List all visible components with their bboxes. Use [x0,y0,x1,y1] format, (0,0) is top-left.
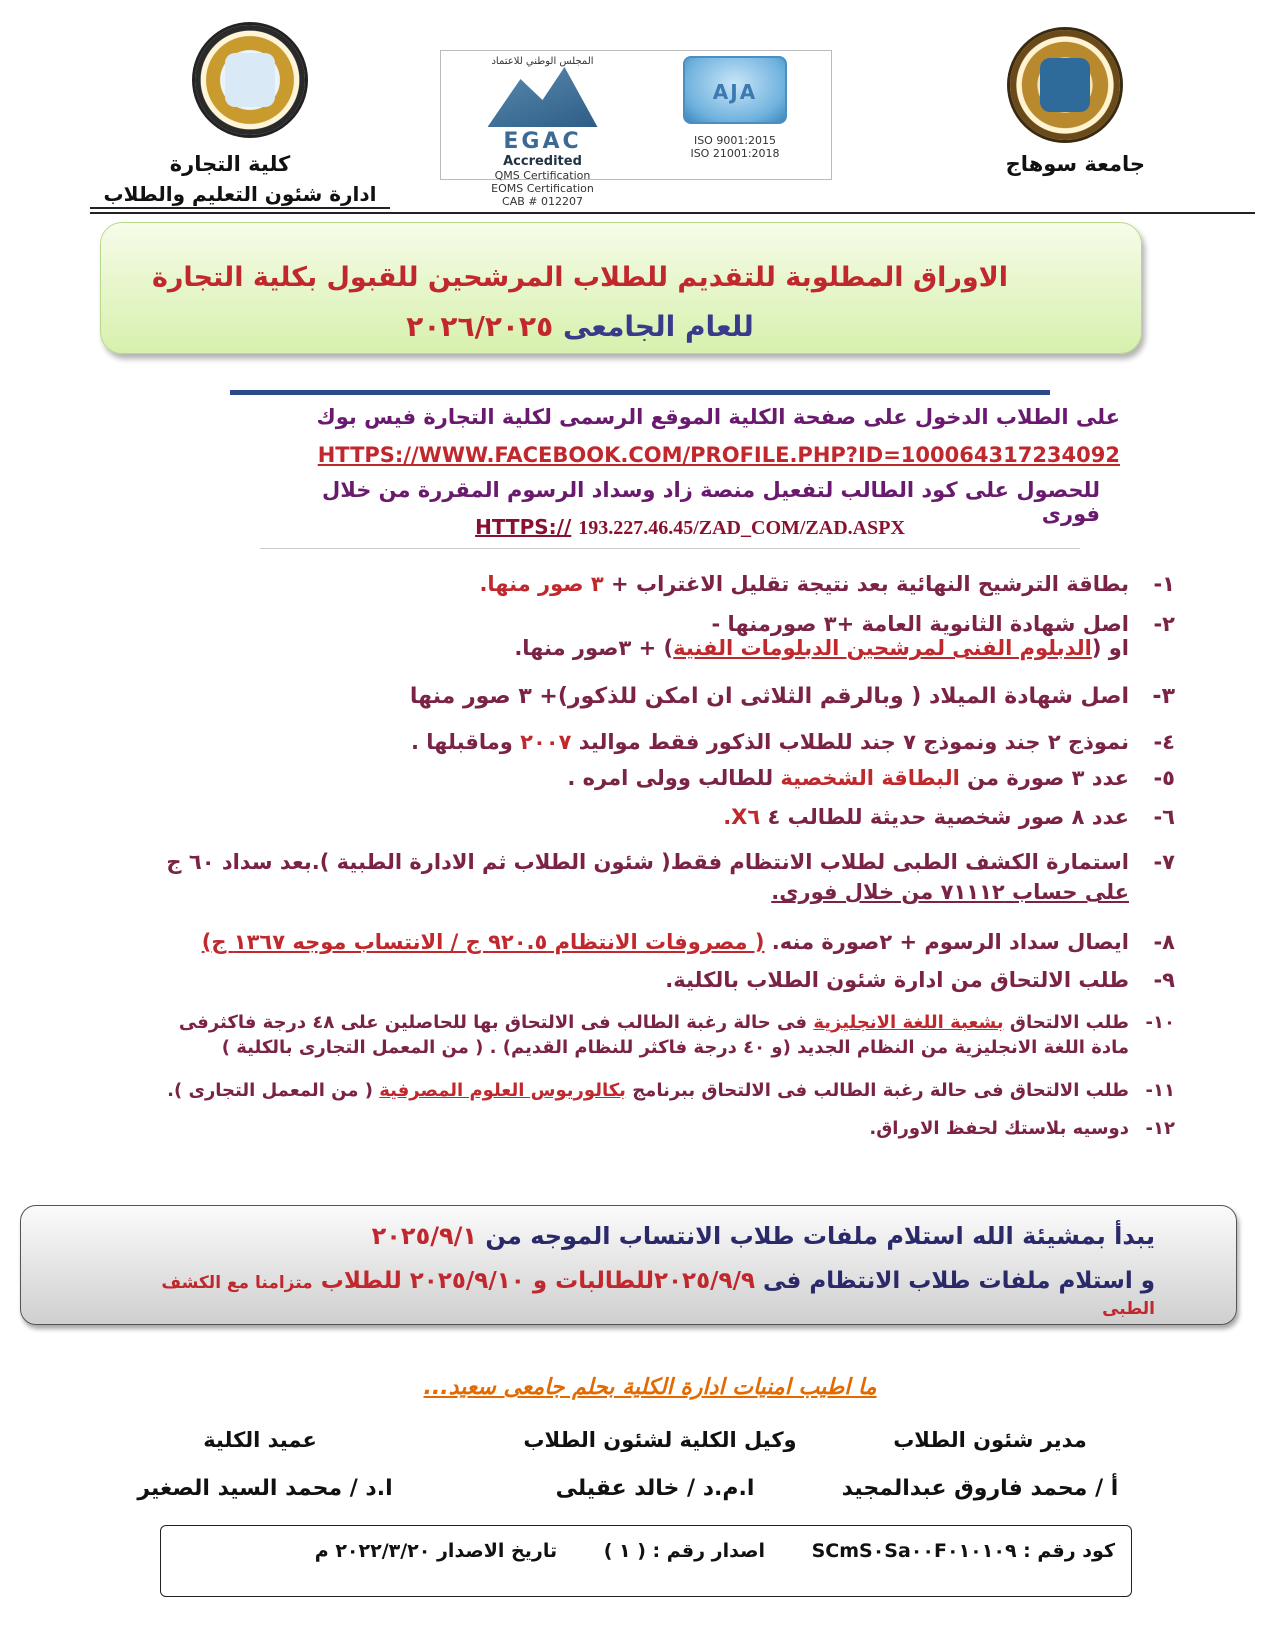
header-underline [90,207,390,209]
item-text: عدد ٣ صورة من [959,766,1129,790]
document-code-line [170,1540,1115,1562]
item-number: ٤- [1153,730,1175,754]
academic-year-label: للعام الجامعى [562,310,754,343]
notice-text: و استلام ملفات طلاب الانتظام فى [755,1268,1155,1294]
item-text: ٣ صور منها. [479,572,604,596]
requirement-item-5 [567,766,1175,790]
notice-line-2 [155,1268,1155,1320]
item-text: بشعبة اللغة الانجليزية [813,1012,1004,1033]
item-text: ايصال سداد الرسوم + ٢صورة منه. [764,930,1129,954]
info-divider [260,548,1080,549]
zad-link[interactable] [260,515,1120,540]
item-text: مادة اللغة الانجليزية من النظام الجديد (و ٤٠ درجة فاكثر للنظام القديم) . ( من المعمل التجارى بالكلية ) [221,1037,1129,1058]
requirement-item-11 [167,1080,1175,1101]
egac-line: CAB # 012207 [502,195,583,208]
item-text: فى حالة رغبة الطالب فى الالتحاق بها للحاصلين على ٤٨ درجة فاكثرفى [178,1012,814,1033]
item-text: وماقبلها . [410,730,521,754]
item-number: ١٢- [1145,1118,1175,1139]
signatory-name-student-affairs-manager: أ / محمد فاروق عبدالمجيد [841,1476,1119,1501]
egac-line: EOMS Certification [491,182,594,195]
signatory-name-vice-dean: ا.م.د / خالد عقيلى [555,1476,755,1501]
department-name: ادارة شئون التعليم والطلاب [103,182,377,206]
item-number: ٥- [1153,766,1175,790]
item-number: ٢- [1153,612,1175,636]
signatory-title-student-affairs-manager: مدير شئون الطلاب [893,1428,1087,1452]
item-text: اصل شهادة الميلاد [929,684,1129,709]
requirement-item-1 [479,572,1175,596]
item-text: طلب الالتحاق [1003,1012,1129,1033]
notice-date: ٢٠٢٥/٩/١٠ [409,1268,525,1294]
requirement-item-8 [202,930,1175,954]
item-text: البطاقة الشخصية [780,766,960,790]
notice-text: للطلاب [312,1268,410,1294]
aja-name: AJA [712,80,758,104]
notice-text: متزامنا مع الكشف الطبى [161,1273,1155,1319]
facebook-link[interactable]: HTTPS://WWW.FACEBOOK.COM/PROFILE.PHP?ID=100064317234092 [317,443,1120,467]
issue-date: تاريخ الاصدار ٢٠٢٢/٣/٢٠ م [314,1540,558,1562]
egac-accredited: Accredited [503,154,582,169]
requirement-item-2 [514,612,1175,660]
item-text: طلب الالتحاق فى حالة رغبة الطالب فى الالتحاق ببرنامج [625,1080,1129,1101]
egac-line: QMS Certification [494,169,591,182]
zad-link-scheme[interactable]: HTTPS:// [475,515,572,539]
faculty-name: كلية التجارة [169,152,291,176]
signatory-title-vice-dean: وكيل الكلية لشئون الطلاب [523,1428,797,1452]
header-divider [90,212,1255,214]
best-wishes-line: ما اطيب امنيات ادارة الكلية بحلم جامعى سعيد... [423,1375,877,1400]
item-number: ١١- [1145,1080,1175,1101]
document-code: كود رقم : SCmS٠Sa٠٠F٠١٠١٠٩ [811,1540,1115,1562]
item-text: الدبلوم الفنى لمرشحين الدبلومات الفنية [673,636,1092,660]
item-text: ( مصروفات الانتظام ٩٢٠.٥ ج / الانتساب موجه ١٣٦٧ ج) [201,930,765,954]
notice-text: للطالبات و [524,1268,654,1294]
item-text: دوسيه بلاستك لحفظ الاوراق. [869,1118,1129,1139]
signatory-name-dean: ا.د / محمد السيد الصغير [137,1476,393,1501]
item-text: عدد ٨ صور شخصية حديثة للطالب ٤ [760,805,1129,829]
item-text: على حساب ٧١١١٢ من خلال فورى. [771,880,1129,904]
aja-iso-line: ISO 21001:2018 [690,147,780,160]
document-version: اصدار رقم : ( ١ ) [603,1540,765,1562]
egac-name: EGAC [503,129,582,154]
item-number: ٨- [1153,930,1175,954]
item-text: بطاقة الترشيح النهائية بعد نتيجة تقليل الاغتراب + [603,572,1129,596]
signatory-title-dean: عميد الكلية [203,1428,317,1452]
zad-link-address[interactable]: 193.227.46.45/ZAD_COM/ZAD.ASPX [578,517,905,539]
item-text: اصل شهادة الثانوية العامة +٣ صورمنها - [711,612,1129,636]
item-number: ١٠- [1145,1012,1175,1033]
item-text: ٢٠٠٧ [520,730,572,754]
item-number: ٣- [1152,684,1175,709]
requirement-item-7 [115,850,1175,904]
egac-logo [455,56,630,208]
item-number: ٩- [1153,968,1175,992]
item-text: ( وبالرقم الثلاثى ان امكن للذكور)+ ٣ صور منها [409,684,930,709]
item-text: X٦. [723,805,761,829]
academic-year: ٢٠٢٦/٢٠٢٥ [406,310,554,343]
aja-iso-line: ISO 9001:2015 [693,134,777,147]
item-number: ٦- [1153,805,1175,829]
egac-arabic: المجلس الوطني للاعتماد [491,56,594,67]
aja-logo [655,56,815,171]
academic-year-line [100,310,1060,343]
item-number: ٧- [1153,850,1175,874]
requirement-item-10 [95,1012,1175,1058]
item-text: نموذج ٢ جند ونموذج ٧ جند للطلاب الذكور فقط مواليد [571,730,1129,754]
requirement-item-6 [723,805,1175,829]
item-number: ١- [1153,572,1175,596]
university-name: جامعة سوهاج [1005,152,1145,176]
item-text: ( من المعمل التجارى ). [167,1080,380,1101]
item-text: ) + ٣صور منها. [514,636,674,660]
facebook-instruction: على الطلاب الدخول على صفحة الكلية الموقع الرسمى لكلية التجارة فيس بوك [316,405,1120,429]
notice-date: ٢٠٢٥/٩/١ [371,1222,478,1250]
page-title: الاوراق المطلوبة للتقديم للطلاب المرشحين للقبول بكلية التجارة [151,262,1009,293]
requirement-item-12 [869,1118,1175,1139]
item-text: طلب الالتحاق من ادارة شئون الطلاب بالكلية. [665,968,1129,992]
notice-date: ٢٠٢٥/٩/٩ [653,1268,756,1294]
item-text: بكالوريوس العلوم المصرفية [379,1080,626,1101]
info-top-bar [230,390,1050,395]
faculty-seal-logo [195,25,305,135]
item-text: للطالب وولى امره . [567,766,781,790]
notice-line-1 [155,1222,1155,1250]
zad-instruction: للحصول على كود الطالب لتفعيل منصة زاد وسداد الرسوم المقررة من خلال فورى [322,478,1100,526]
notice-text: يبدأ بمشيئة الله استلام ملفات طلاب الانتساب الموجه من [477,1222,1155,1250]
requirement-item-9 [665,968,1175,992]
item-text: او ( [1091,636,1129,660]
university-seal-logo [1010,30,1120,140]
item-text: استمارة الكشف الطبى لطلاب الانتظام فقط( شئون الطلاب ثم الادارة الطبية ).بعد سداد ٦٠ ج [166,850,1129,874]
requirement-item-4 [411,730,1175,754]
requirement-item-3 [410,684,1175,709]
